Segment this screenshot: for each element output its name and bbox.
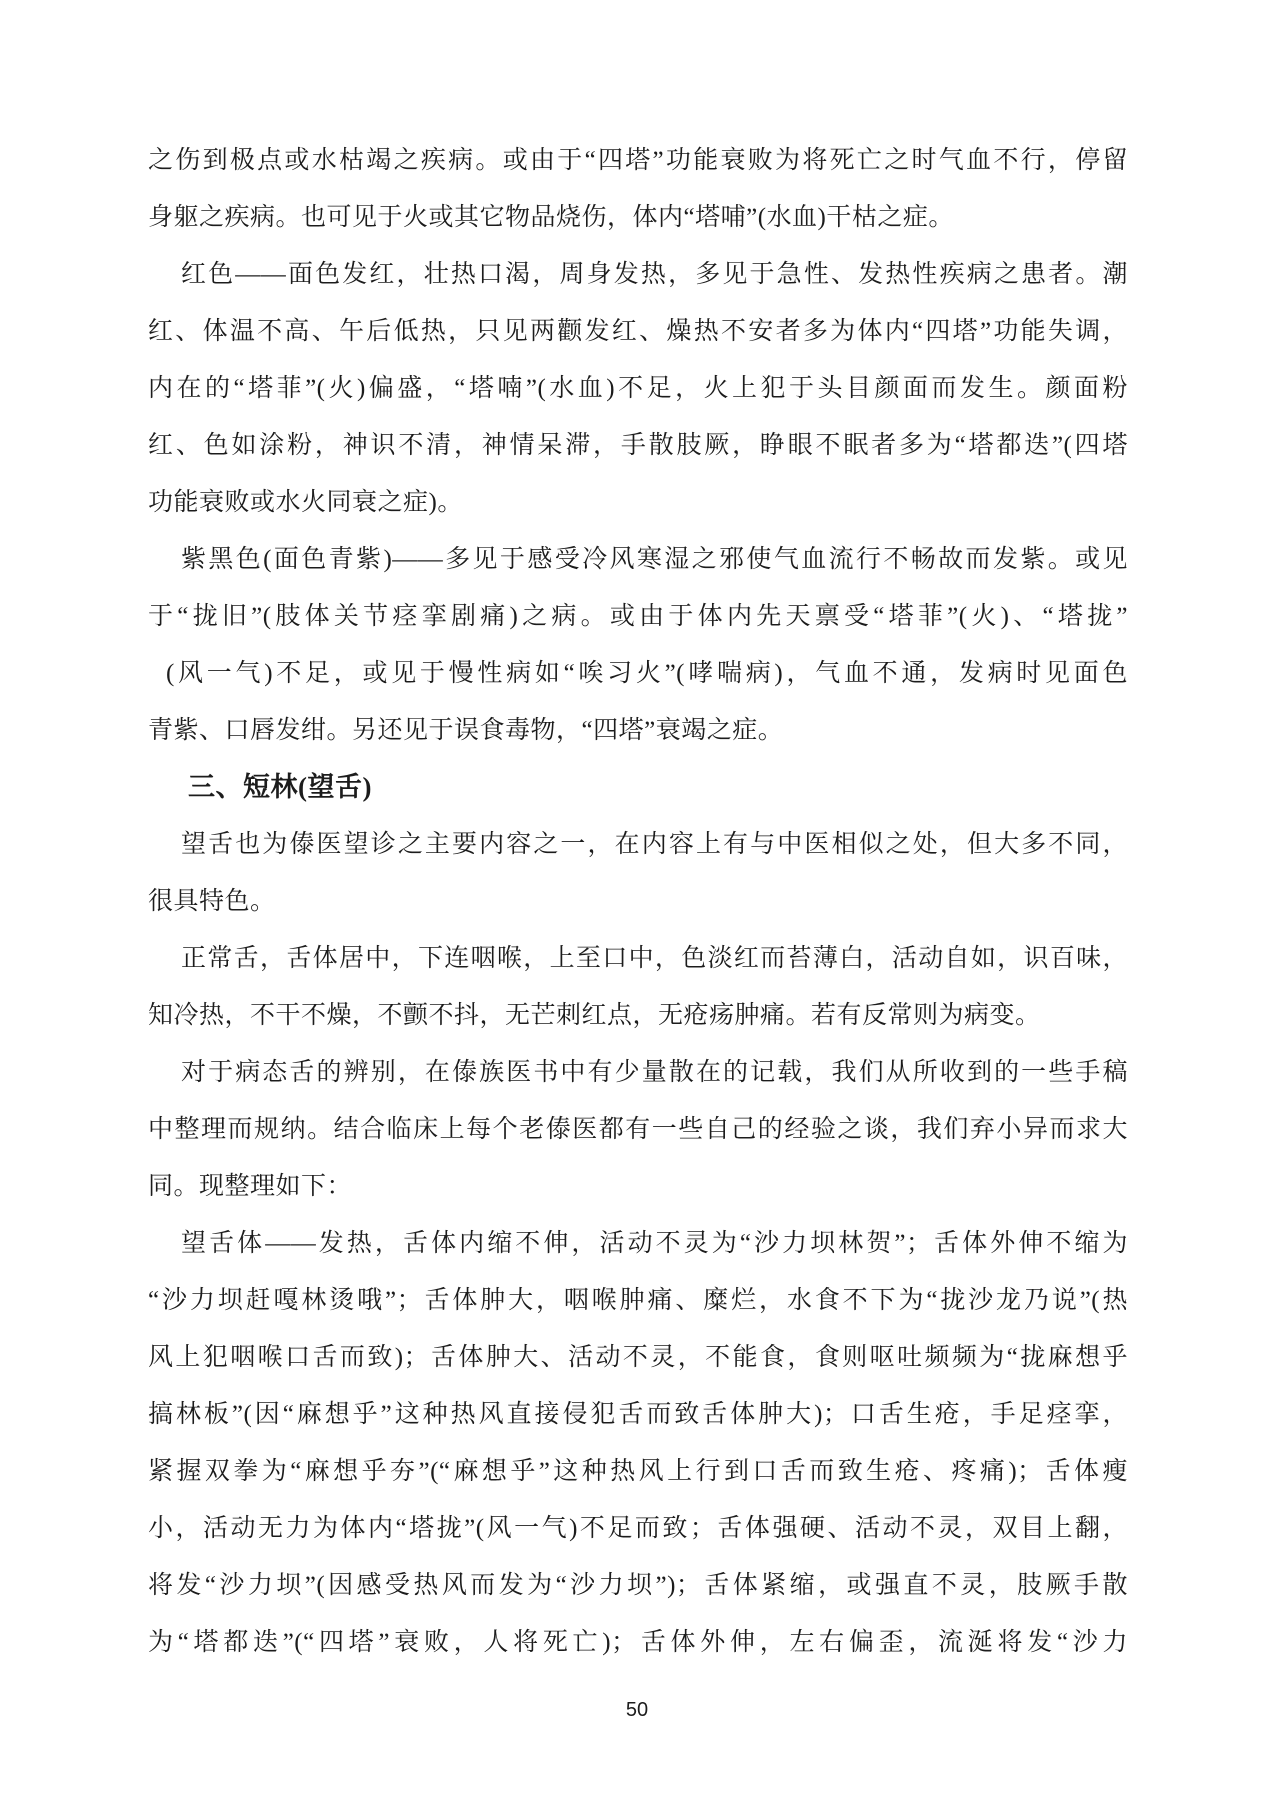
text-line: 搞林板”(因“麻想乎”这种热风直接侵犯舌而致舌体肿大)；口舌生疮，手足痉挛， (148, 1401, 1128, 1428)
text-line: 同。现整理如下： (148, 1173, 353, 1200)
text-line: 正常舌，舌体居中，下连咽喉，上至口中，色淡红而苔薄白，活动自如，识百味， (181, 945, 1128, 972)
text-line: 于“拢旧”(肢体关节痉挛剧痛)之病。或由于体内先天禀受“塔菲”(火)、“塔拢” (148, 603, 1128, 630)
text-line: 对于病态舌的辨别，在傣族医书中有少量散在的记载，我们从所收到的一些手稿 (181, 1059, 1128, 1086)
text-line: 红、色如涂粉，神识不清，神情呆滞，手散肢厥，睁眼不眠者多为“塔都迭”(四塔 (148, 432, 1128, 459)
text-line: 风上犯咽喉口舌而致)；舌体肿大、活动不灵，不能食，食则呕吐频频为“拢麻想乎 (148, 1344, 1128, 1371)
text-line: (风一气)不足，或见于慢性病如“唉习火”(哮喘病)，气血不通，发病时见面色 (166, 660, 1128, 687)
section-heading: 三、短林(望舌) (188, 772, 372, 802)
text-line: 很具特色。 (148, 888, 276, 915)
text-line: 红色——面色发红，壮热口渴，周身发热，多见于急性、发热性疾病之患者。潮 (181, 261, 1128, 288)
page-body-text (148, 132, 1128, 1671)
text-line: 内在的“塔菲”(火)偏盛，“塔喃”(水血)不足，火上犯于头目颜面而发生。颜面粉 (148, 375, 1128, 402)
text-line: “沙力坝赶嘎林烫哦”；舌体肿大，咽喉肿痛、糜烂，水食不下为“拢沙龙乃说”(热 (148, 1287, 1128, 1314)
text-line: 紫黑色(面色青紫)——多见于感受冷风寒湿之邪使气血流行不畅故而发紫。或见 (181, 546, 1128, 573)
text-line: 小，活动无力为体内“塔拢”(风一气)不足而致；舌体强硬、活动不灵，双目上翻， (148, 1515, 1128, 1542)
text-line: 为“塔都迭”(“四塔”衰败，人将死亡)；舌体外伸，左右偏歪，流涎将发“沙力 (148, 1629, 1128, 1656)
text-line: 身躯之疾病。也可见于火或其它物品烧伤，体内“塔哺”(水血)干枯之症。 (148, 204, 954, 231)
text-line: 中整理而规纳。结合临床上每个老傣医都有一些自己的经验之谈，我们弃小异而求大 (148, 1116, 1128, 1143)
text-line: 红、体温不高、午后低热，只见两颧发红、燥热不安者多为体内“四塔”功能失调， (148, 318, 1128, 345)
page-number: 50 (625, 1699, 649, 1721)
text-line: 之伤到极点或水枯竭之疾病。或由于“四塔”功能衰败为将死亡之时气血不行，停留 (148, 147, 1128, 174)
text-line: 功能衰败或水火同衰之症)。 (148, 489, 463, 516)
text-line: 紧握双拳为“麻想乎夯”(“麻想乎”这种热风上行到口舌而致生疮、疼痛)；舌体瘦 (148, 1458, 1128, 1485)
text-line: 青紫、口唇发绀。另还见于误食毒物，“四塔”衰竭之症。 (148, 717, 784, 744)
text-line: 望舌体——发热，舌体内缩不伸，活动不灵为“沙力坝林贺”；舌体外伸不缩为 (181, 1230, 1128, 1257)
text-line: 将发“沙力坝”(因感受热风而发为“沙力坝”)；舌体紧缩，或强直不灵，肢厥手散 (148, 1572, 1128, 1599)
text-line: 望舌也为傣医望诊之主要内容之一，在内容上有与中医相似之处，但大多不同， (181, 831, 1128, 858)
text-line: 知冷热，不干不燥，不颤不抖，无芒刺红点，无疮疡肿痛。若有反常则为病变。 (148, 1002, 1041, 1029)
